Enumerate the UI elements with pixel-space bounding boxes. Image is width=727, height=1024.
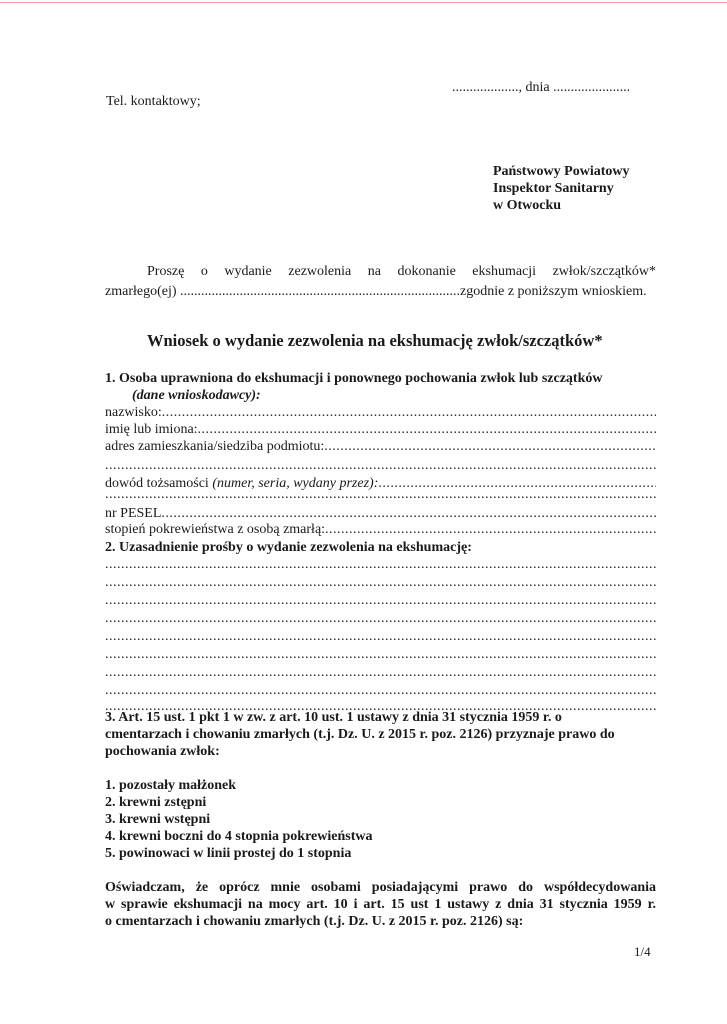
recipient-line-1: Państwowy Powiatowy <box>493 164 630 179</box>
field-imie[interactable] <box>105 422 656 438</box>
list-item: 2. krewni zstępni <box>105 795 207 810</box>
section-1-heading: 1. Osoba uprawniona do ekshumacji i ponownego pochowania zwłok lub szczątków <box>105 371 603 386</box>
justification-line-7[interactable] <box>105 665 656 681</box>
declaration-line-2: w sprawie ekshumacji na mocy art. 10 i art. 15 ust 1 ustawy z dnia 31 stycznia 1959 r. <box>105 897 656 912</box>
recipient-line-2: Inspektor Sanitarny <box>493 181 614 196</box>
field-imie-dots <box>198 422 656 438</box>
section-3-line-1: 3. Art. 15 ust. 1 pkt 1 w zw. z art. 10 ust. 1 ustawy z dnia 31 stycznia 1959 r. o <box>105 710 562 725</box>
page-number: 1/4 <box>634 944 651 959</box>
request-line-1: Proszę o wydanie zezwolenia na dokonanie ekshumacji zwłok/szczątków* <box>147 264 656 279</box>
list-item: 4. krewni boczni do 4 stopnia pokrewieństwa <box>105 829 373 844</box>
request-line-2: zmarłego(ej) ................................................................................zgodnie z poniższym wnioskiem. <box>105 284 647 299</box>
page-top-rule <box>0 2 727 3</box>
field-pesel-dots <box>161 506 656 522</box>
field-dowod-label-italic: (numer, seria, wydany przez): <box>212 476 379 491</box>
list-item: 3. krewni wstępni <box>105 812 211 827</box>
field-nazwisko-label: nazwisko: <box>105 405 162 420</box>
field-adres-continuation[interactable] <box>105 458 656 474</box>
justification-line-2[interactable] <box>105 575 656 591</box>
justification-line-1[interactable] <box>105 557 656 573</box>
field-nazwisko-dots <box>162 405 656 421</box>
justification-line-3[interactable] <box>105 593 656 609</box>
justification-line-5[interactable] <box>105 629 656 645</box>
recipient-line-3: w Otwocku <box>493 198 562 213</box>
field-adres-dots <box>324 439 656 455</box>
declaration-line-1: Oświadczam, że oprócz mnie osobami posiadającymi prawo do współdecydowania <box>105 880 656 895</box>
justification-line-4[interactable] <box>105 611 656 627</box>
field-stopien-label: stopień pokrewieństwa z osobą zmarłą: <box>105 522 326 537</box>
field-adres-label: adres zamieszkania/siedziba podmiotu: <box>105 439 325 454</box>
declaration-line-3: o cmentarzach i chowaniu zmarłych (t.j. Dz. U. z 2015 r. poz. 2126) są: <box>105 914 524 929</box>
section-1-subheading: (dane wnioskodawcy): <box>132 388 261 403</box>
phone-label: Tel. kontaktowy; <box>106 94 201 109</box>
document-title: Wniosek o wydanie zezwolenia na ekshumację zwłok/szczątków* <box>147 331 603 350</box>
list-item: 5. powinowaci w linii prostej do 1 stopnia <box>105 846 352 861</box>
place-date-field: ..................., dnia ...................... <box>452 80 631 95</box>
field-adres[interactable] <box>105 439 656 455</box>
field-imie-label: imię lub imiona: <box>105 422 198 437</box>
justification-line-6[interactable] <box>105 647 656 663</box>
field-dowod-continuation[interactable] <box>105 487 656 503</box>
section-2-heading: 2. Uzasadnienie prośby o wydanie zezwolenia na ekshumację: <box>105 540 472 555</box>
field-stopien[interactable] <box>105 522 656 538</box>
field-pesel-label: nr PESEL <box>105 506 162 521</box>
field-pesel[interactable] <box>105 506 656 522</box>
section-3-line-3: pochowania zwłok: <box>105 744 220 759</box>
list-item: 1. pozostały małżonek <box>105 778 237 793</box>
field-stopien-dots <box>325 522 656 538</box>
field-dowod-label: dowód tożsamości <box>105 476 209 491</box>
section-3-line-2: cmentarzach i chowaniu zmarłych (t.j. Dz. U. z 2015 r. poz. 2126) przyznaje prawo do <box>105 727 615 742</box>
justification-line-8[interactable] <box>105 683 656 699</box>
field-nazwisko[interactable] <box>105 405 656 421</box>
